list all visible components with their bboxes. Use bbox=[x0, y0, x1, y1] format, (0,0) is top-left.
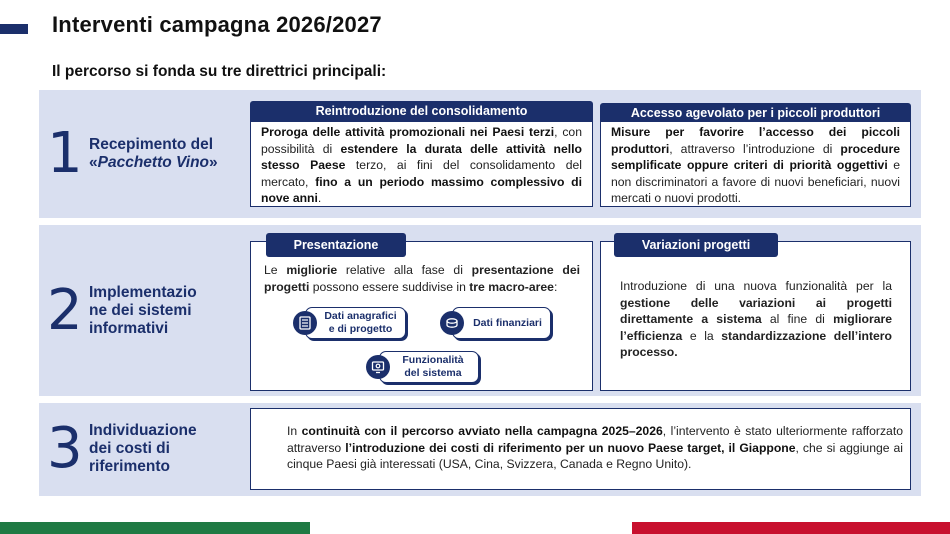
plain-text: e non discriminatori a favore di nuovi beneficiari, nuovi mercati o nuovi prodotti. bbox=[611, 158, 900, 206]
monitor-gear-icon bbox=[366, 355, 390, 379]
pill-dati-anagrafici: Dati anagrafici e di progetto bbox=[305, 307, 406, 339]
document-list-icon bbox=[293, 311, 317, 335]
row-2-number: 2 bbox=[47, 278, 83, 343]
bold-text: Proroga delle attività promozionali nei Paesi terzi bbox=[261, 125, 555, 139]
box-1a-header: Reintroduzione del consolidamento bbox=[250, 101, 593, 121]
row-1-label-italic: Pacchetto Vino bbox=[97, 154, 210, 171]
bold-text: gestione delle variazioni ai progetti direttamente a sistema bbox=[620, 295, 892, 327]
bold-text: continuità con il percorso avviato nella campagna 2025–2026 bbox=[301, 424, 663, 438]
bold-text: l’introduzione dei costi di riferimento per un nuovo Paese target, il Giappone bbox=[345, 440, 796, 455]
plain-text: relative alla fase di bbox=[337, 263, 472, 277]
plain-text: , che si aggiunge ai cinque Paesi già interessati (USA, Cina, Svizzera, Canada e Regno Unito). bbox=[287, 440, 904, 472]
bold-text: tre macro-aree bbox=[469, 279, 554, 294]
box-1b-header: Accesso agevolato per i piccoli produttori bbox=[600, 103, 911, 123]
box-1b-text bbox=[611, 124, 900, 207]
coins-icon bbox=[440, 311, 464, 335]
box-2a-header: Presentazione bbox=[266, 233, 406, 257]
footer-red-bar bbox=[632, 522, 950, 534]
pill-dati-finanziari: Dati finanziari bbox=[452, 307, 551, 339]
plain-text: , attraverso l’introduzione di bbox=[669, 141, 841, 156]
row-3-label-line: dei costi di bbox=[89, 440, 170, 457]
page-title: Interventi campagna 2026/2027 bbox=[52, 12, 382, 37]
bold-text: procedure semplificate oppure criteri di priorità oggettivi bbox=[611, 141, 900, 173]
row-3-label-line: Individuazione bbox=[89, 422, 197, 439]
box-3-body bbox=[250, 408, 911, 490]
row-1-label-line: «Pacchetto Vino» bbox=[89, 154, 218, 171]
box-1a-text bbox=[261, 124, 582, 207]
bold-text: Misure per favorire l’accesso dei piccoli produttori bbox=[611, 125, 900, 156]
row-2-label-line: Implementazio bbox=[89, 284, 197, 301]
row-1-label bbox=[89, 136, 218, 172]
row-3-label bbox=[89, 422, 197, 476]
box-3-text bbox=[287, 423, 903, 473]
box-2a-text bbox=[264, 262, 580, 295]
row-3-label-line: riferimento bbox=[89, 458, 170, 475]
plain-text: , con possibilità di bbox=[261, 125, 582, 156]
plain-text: : bbox=[553, 279, 558, 294]
row-2-label-line: ne dei sistemi bbox=[89, 302, 192, 319]
plain-text: e la bbox=[682, 328, 722, 343]
bold-text: presentazione dei progetti bbox=[264, 263, 580, 294]
box-1a-body bbox=[250, 121, 593, 207]
bold-text: migliorie bbox=[286, 263, 338, 277]
row-1-label-line: Recepimento del bbox=[89, 136, 214, 153]
row-3-number: 3 bbox=[47, 416, 83, 481]
plain-text: Introduzione di una nuova funzionalità per la bbox=[620, 279, 892, 293]
row-1-number: 1 bbox=[47, 121, 83, 186]
row-2-label bbox=[89, 284, 197, 338]
plain-text: , l’intervento è stato ulteriormente rafforzato attraverso bbox=[287, 424, 903, 455]
plain-text: possono essere suddivise in bbox=[309, 279, 470, 294]
row-2-label-line: informativi bbox=[89, 320, 169, 337]
bold-text: standardizzazione dell’intero processo. bbox=[620, 328, 892, 360]
bold-text: estendere la durata delle attività nello stesso Paese bbox=[261, 141, 582, 173]
footer-green-bar bbox=[0, 522, 310, 534]
plain-text: terzo, ai fini del consolidamento del mercato, bbox=[261, 158, 582, 189]
plain-text: al fine di bbox=[761, 312, 834, 327]
plain-text: Le bbox=[264, 263, 287, 277]
plain-text: . bbox=[317, 191, 322, 206]
box-1b-body bbox=[600, 121, 911, 207]
plain-text: In bbox=[287, 424, 302, 438]
page-subtitle: Il percorso si fonda su tre direttrici principali: bbox=[52, 63, 387, 80]
pill-funzionalita: Funzionalità del sistema bbox=[379, 351, 479, 383]
box-2b-header: Variazioni progetti bbox=[614, 233, 778, 257]
bold-text: migliorare l’efficienza bbox=[620, 312, 892, 343]
box-2b-text bbox=[620, 278, 892, 361]
bold-text: fino a un periodo massimo complessivo di nove anni bbox=[261, 174, 582, 206]
title-accent-bar bbox=[0, 24, 28, 34]
